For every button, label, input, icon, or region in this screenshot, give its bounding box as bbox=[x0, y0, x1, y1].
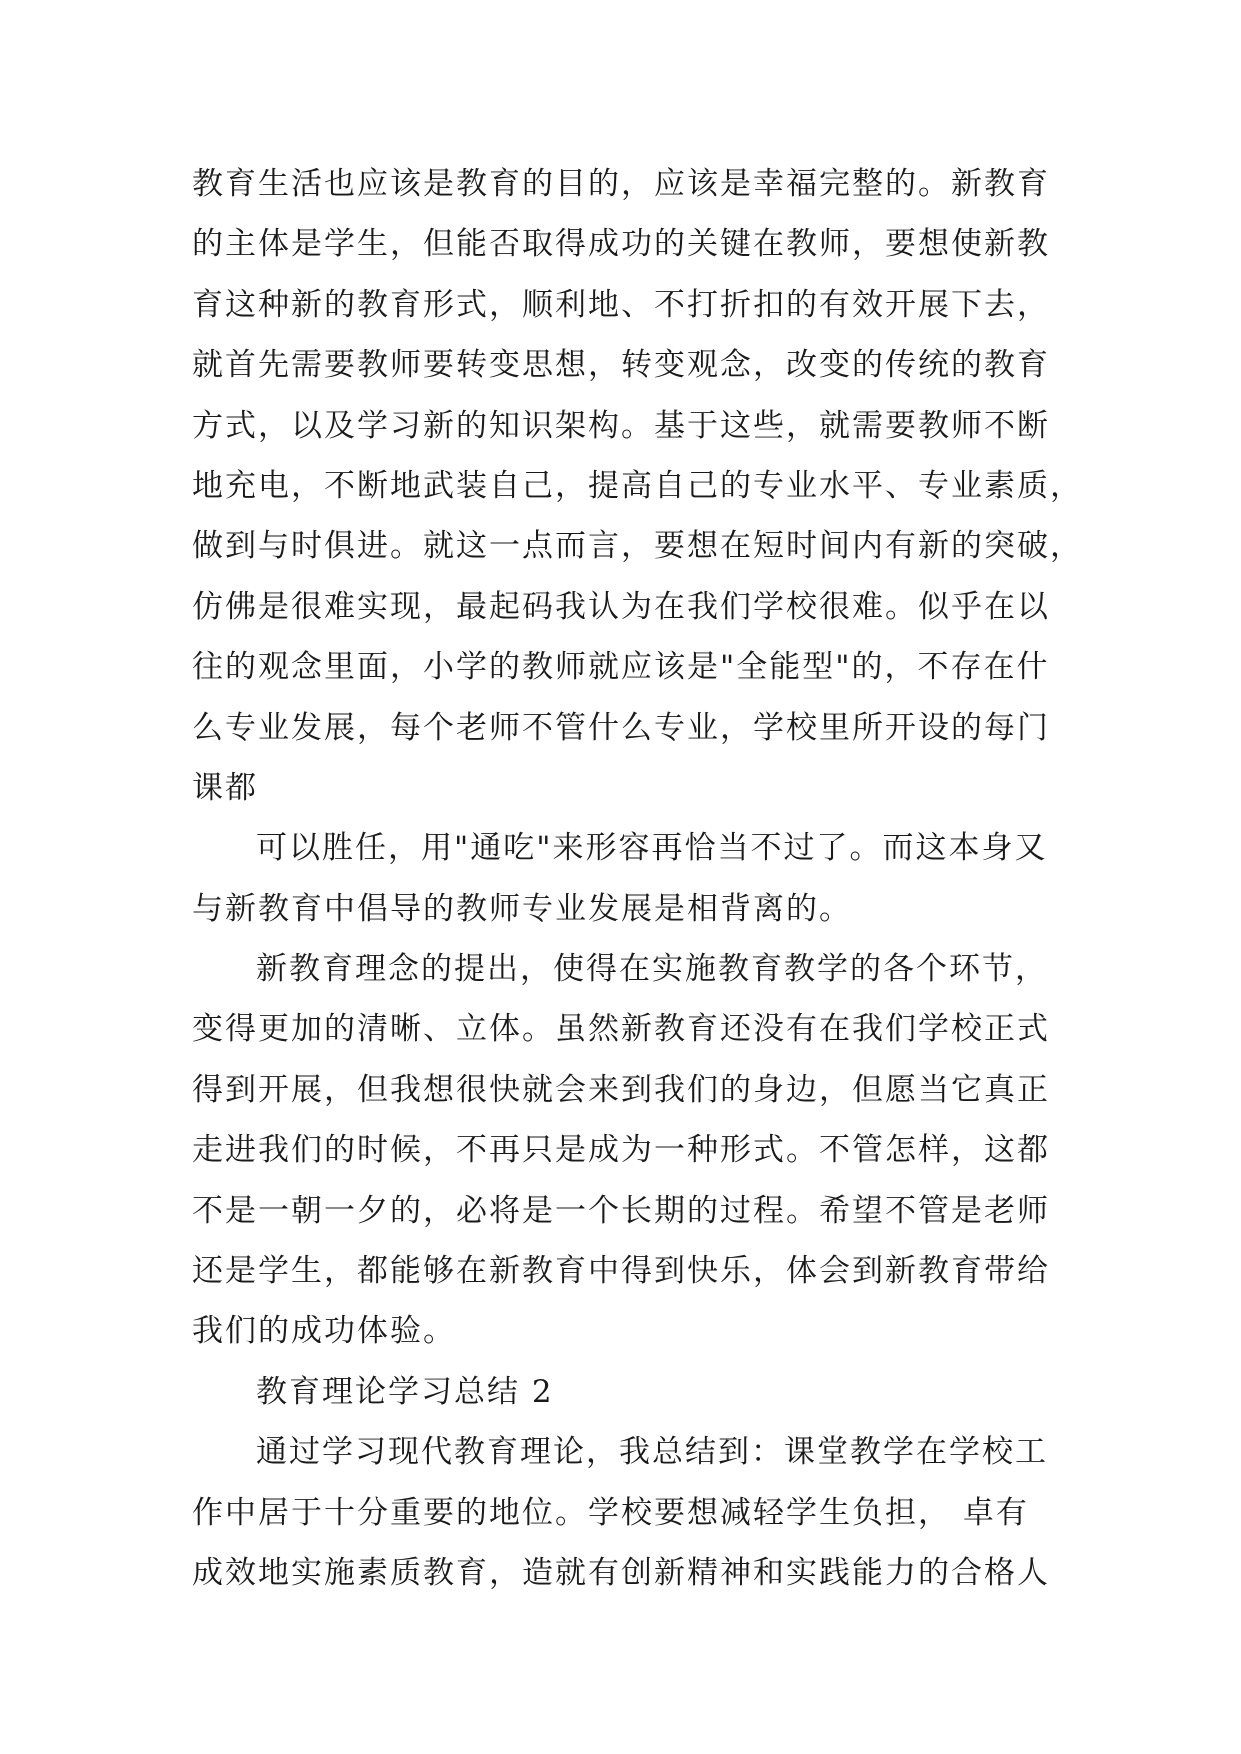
body-text bbox=[192, 154, 1083, 1603]
text-line: 得到开展，但我想很快就会来到我们的身边，但愿当它真正 bbox=[192, 1071, 1050, 1108]
section-heading: 教育理论学习总结 2 bbox=[256, 1373, 554, 1410]
text-line: 与新教育中倡导的教师专业发展是相背离的。 bbox=[192, 890, 852, 927]
paragraph-start-line: 通过学习现代教育理论，我总结到：课堂教学在学校工 bbox=[256, 1434, 1048, 1471]
text-line: 往的观念里面，小学的教师就应该是"全能型"的，不存在什 bbox=[192, 649, 1050, 686]
text-line: 做到与时俱进。就这一点而言，要想在短时间内有新的突破， bbox=[192, 528, 1083, 565]
text-line: 成效地实施素质教育，造就有创新精神和实践能力的合格人 bbox=[192, 1554, 1050, 1591]
text-line: 的主体是学生，但能否取得成功的关键在教师，要想使新教 bbox=[192, 226, 1050, 263]
paragraph-start-line: 新教育理念的提出，使得在实施教育教学的各个环节， bbox=[256, 951, 1048, 988]
text-line: 教育生活也应该是教育的目的，应该是幸福完整的。新教育 bbox=[192, 166, 1050, 202]
text-line: 地充电，不断地武装自己，提高自己的专业水平、专业素质， bbox=[192, 467, 1083, 504]
text-line: 走进我们的时候，不再只是成为一种形式。不管怎样，这都 bbox=[192, 1132, 1050, 1169]
text-line: 不是一朝一夕的，必将是一个长期的过程。希望不管是老师 bbox=[192, 1192, 1050, 1229]
text-line: 我们的成功体验。 bbox=[192, 1313, 456, 1350]
text-line: 就首先需要教师要转变思想，转变观念，改变的传统的教育 bbox=[192, 347, 1050, 384]
paragraph-start-line: 可以胜任，用"通吃"来形容再恰当不过了。而这本身又 bbox=[256, 830, 1048, 867]
text-line: 作中居于十分重要的地位。学校要想减轻学生负担， 卓有 bbox=[192, 1494, 1029, 1531]
text-line: 仿佛是很难实现，最起码我认为在我们学校很难。似乎在以 bbox=[192, 588, 1050, 625]
text-line: 还是学生，都能够在新教育中得到快乐，体会到新教育带给 bbox=[192, 1253, 1050, 1290]
text-line: 么专业发展，每个老师不管什么专业，学校里所开设的每门 bbox=[192, 709, 1050, 746]
text-line: 育这种新的教育形式，顺利地、不打折扣的有效开展下去， bbox=[192, 286, 1050, 323]
text-line: 方式，以及学习新的知识架构。基于这些，就需要教师不断 bbox=[192, 407, 1050, 444]
text-line: 变得更加的清晰、立体。虽然新教育还没有在我们学校正式 bbox=[192, 1011, 1050, 1048]
text-line: 课都 bbox=[192, 769, 258, 806]
